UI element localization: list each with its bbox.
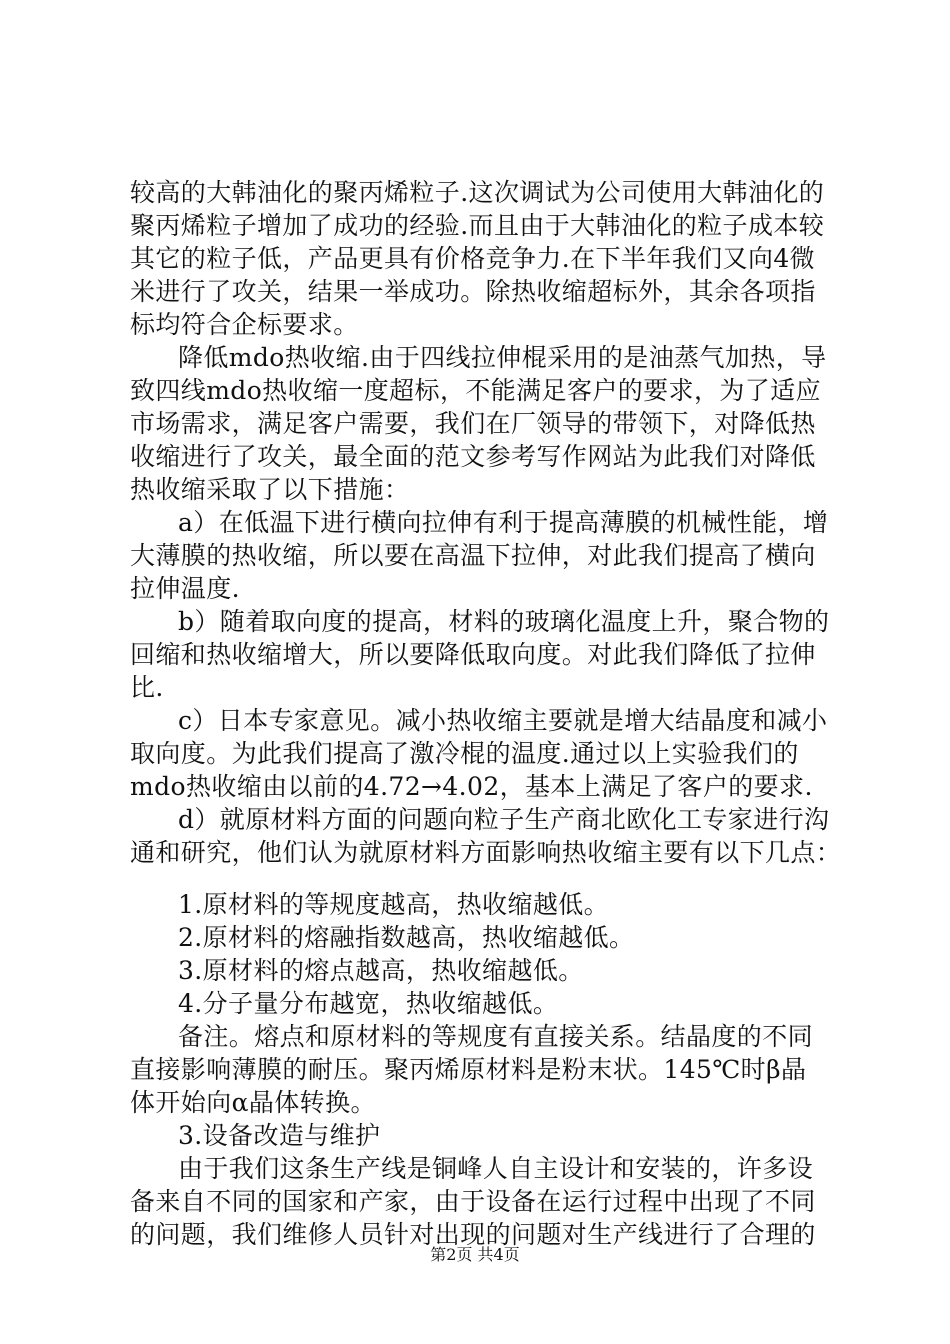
text-line: 收缩进行了攻关，最全面的范文参考写作网站为此我们对降低 [130,442,816,471]
text-line: 聚丙烯粒子增加了成功的经验.而且由于大韩油化的粒子成本较 [130,211,825,240]
text-line: 比. [130,673,164,702]
text-line: mdo热收缩由以前的4.72→4.02，基本上满足了客户的要求. [130,772,813,801]
text-line: 的问题，我们维修人员针对出现的问题对生产线进行了合理的 [130,1220,816,1249]
text-line: c）日本专家意见。减小热收缩主要就是增大结晶度和减小 [178,706,828,735]
text-line: 3.原材料的熔点越高，热收缩越低。 [178,956,584,985]
text-line: 米进行了攻关，结果一举成功。除热收缩超标外，其余各项指 [130,277,816,306]
text-line: 直接影响薄膜的耐压。聚丙烯原材料是粉末状。145℃时β晶 [130,1055,807,1084]
text-line: 较高的大韩油化的聚丙烯粒子.这次调试为公司使用大韩油化的 [130,178,825,207]
text-line: 标均符合企标要求。 [130,310,359,339]
text-line: 其它的粒子低，产品更具有价格竞争力.在下半年我们又向4微 [130,244,816,273]
text-line: 备来自不同的国家和产家，由于设备在运行过程中出现了不同 [130,1187,816,1216]
document-body [130,176,842,1251]
text-line: 取向度。为此我们提高了激冷棍的温度.通过以上实验我们的 [130,739,799,768]
text-line: 3.设备改造与维护 [178,1121,381,1150]
text-line: a）在低温下进行横向拉伸有利于提高薄膜的机械性能，增 [178,508,829,537]
text-line: b）随着取向度的提高，材料的玻璃化温度上升，聚合物的 [178,607,830,636]
text-line: 由于我们这条生产线是铜峰人自主设计和安装的，许多设 [178,1154,814,1183]
text-line: 4.分子量分布越宽，热收缩越低。 [178,989,559,1018]
text-line: 拉伸温度. [130,574,240,603]
text-line: 回缩和热收缩增大，所以要降低取向度。对此我们降低了拉伸 [130,640,816,669]
text-line: 致四线mdo热收缩一度超标，不能满足客户的要求，为了适应 [130,376,821,405]
text-line: 市场需求，满足客户需要，我们在厂领导的带领下，对降低热 [130,409,816,438]
text-line: 体开始向α晶体转换。 [130,1088,376,1117]
paragraph-gap [130,869,830,888]
text-line: 降低mdo热收缩.由于四线拉伸棍采用的是油蒸气加热，导 [178,343,827,372]
text-line: d）就原材料方面的问题向粒子生产商北欧化工专家进行沟 [178,805,830,834]
text-line: 备注。熔点和原材料的等规度有直接关系。结晶度的不同 [178,1022,814,1051]
text-line: 热收缩采取了以下措施： [130,475,410,504]
text-line: 通和研究，他们认为就原材料方面影响热收缩主要有以下几点： [130,838,842,867]
text-line: 大薄膜的热收缩，所以要在高温下拉伸，对此我们提高了横向 [130,541,816,570]
text-line: 2.原材料的熔融指数越高，热收缩越低。 [178,923,635,952]
text-line: 1.原材料的等规度越高，热收缩越低。 [178,890,610,919]
page-footer: 第2页 共4页 [430,1245,520,1264]
